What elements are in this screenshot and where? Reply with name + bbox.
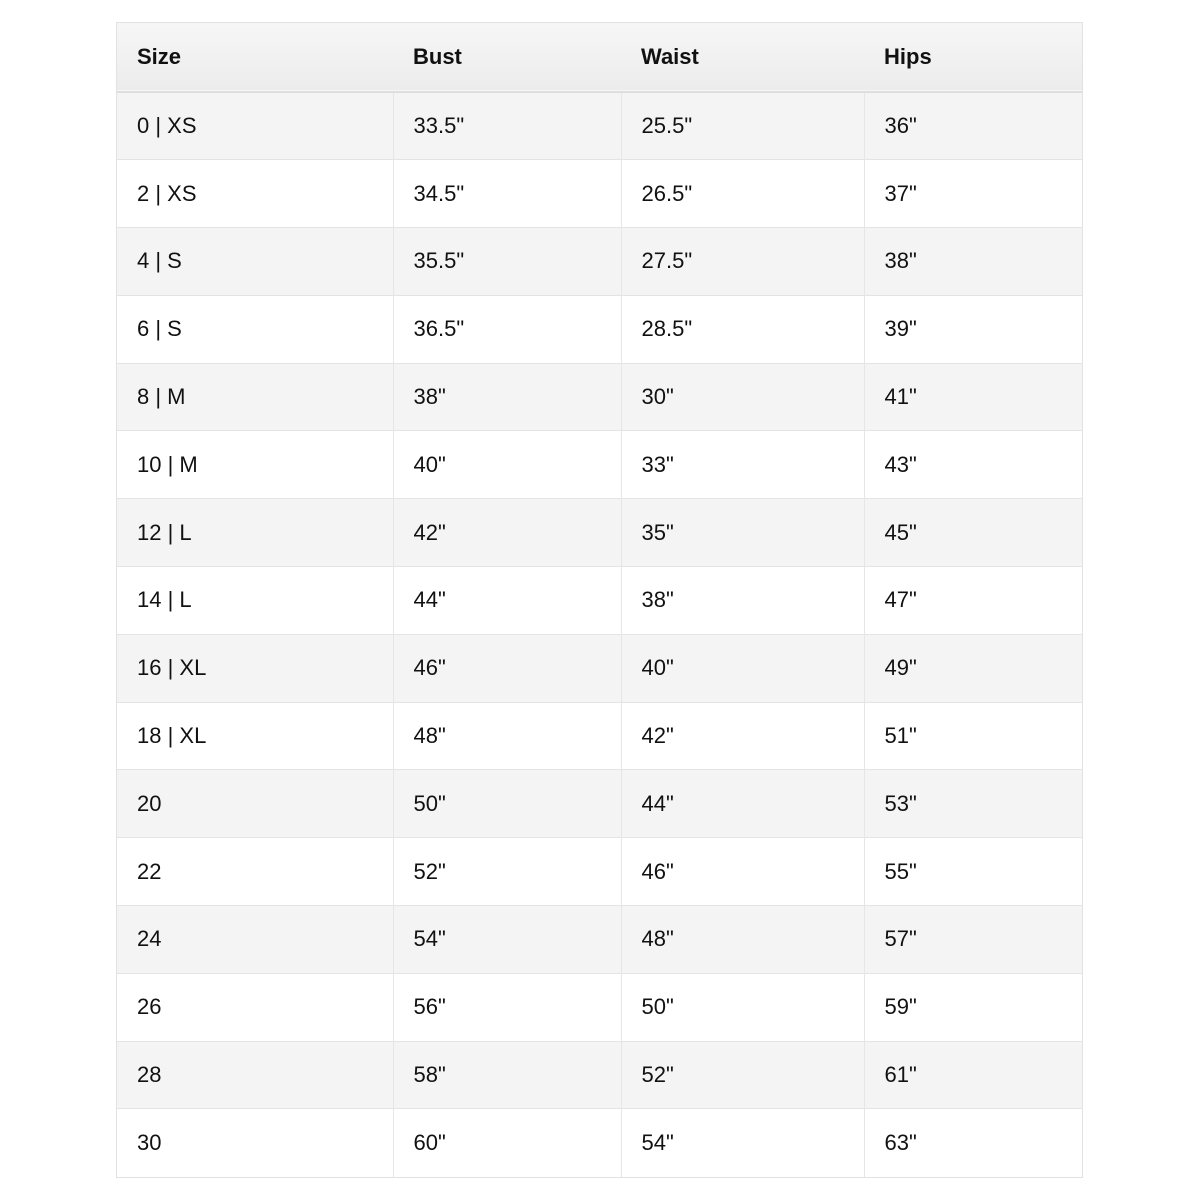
cell-waist: 25.5" xyxy=(621,92,864,160)
cell-hips: 45" xyxy=(864,499,1082,567)
size-chart xyxy=(116,22,1083,1178)
cell-waist: 42" xyxy=(621,702,864,770)
table-row xyxy=(117,567,1082,635)
cell-hips: 57" xyxy=(864,906,1082,974)
cell-bust: 56" xyxy=(393,973,621,1041)
cell-size: 16 | XL xyxy=(137,655,207,681)
cell-size: 14 | L xyxy=(137,587,192,613)
cell-waist: 46" xyxy=(621,838,864,906)
cell-hips: 49" xyxy=(864,634,1082,702)
table-row xyxy=(117,228,1082,296)
cell-size: 6 | S xyxy=(137,316,182,342)
cell-waist: 54" xyxy=(621,1109,864,1177)
size-chart-table xyxy=(117,23,1082,1177)
column-header-hips: Hips xyxy=(884,44,932,69)
cell-hips: 61" xyxy=(864,1041,1082,1109)
cell-waist: 33" xyxy=(621,431,864,499)
cell-bust: 48" xyxy=(393,702,621,770)
cell-bust: 46" xyxy=(393,634,621,702)
table-row xyxy=(117,702,1082,770)
cell-waist: 35" xyxy=(621,499,864,567)
table-row xyxy=(117,1109,1082,1177)
cell-hips: 38" xyxy=(864,228,1082,296)
table-row xyxy=(117,634,1082,702)
cell-size: 26 xyxy=(137,994,162,1020)
cell-bust: 42" xyxy=(393,499,621,567)
column-header-waist: Waist xyxy=(641,44,699,69)
cell-size: 24 xyxy=(137,926,162,952)
cell-waist: 26.5" xyxy=(621,160,864,228)
cell-hips: 39" xyxy=(864,295,1082,363)
cell-bust: 54" xyxy=(393,906,621,974)
cell-size: 18 | XL xyxy=(137,723,207,749)
cell-hips: 63" xyxy=(864,1109,1082,1177)
table-row xyxy=(117,160,1082,228)
table-row xyxy=(117,363,1082,431)
cell-waist: 52" xyxy=(621,1041,864,1109)
cell-waist: 48" xyxy=(621,906,864,974)
cell-size: 2 | XS xyxy=(137,180,197,206)
table-header xyxy=(117,23,1082,92)
cell-bust: 52" xyxy=(393,838,621,906)
cell-hips: 59" xyxy=(864,973,1082,1041)
cell-size: 8 | M xyxy=(137,384,186,410)
cell-bust: 44" xyxy=(393,567,621,635)
cell-size: 28 xyxy=(137,1062,162,1088)
cell-waist: 27.5" xyxy=(621,228,864,296)
cell-size: 12 | L xyxy=(137,519,192,545)
cell-waist: 44" xyxy=(621,770,864,838)
cell-size: 30 xyxy=(137,1130,162,1156)
cell-waist: 40" xyxy=(621,634,864,702)
cell-size: 20 xyxy=(137,790,162,816)
table-row xyxy=(117,1041,1082,1109)
cell-size: 4 | S xyxy=(137,248,182,274)
cell-hips: 51" xyxy=(864,702,1082,770)
cell-size: 22 xyxy=(137,858,162,884)
cell-hips: 53" xyxy=(864,770,1082,838)
table-row xyxy=(117,431,1082,499)
cell-waist: 30" xyxy=(621,363,864,431)
cell-bust: 36.5" xyxy=(393,295,621,363)
cell-hips: 36" xyxy=(864,92,1082,160)
column-header-bust: Bust xyxy=(413,44,462,69)
cell-bust: 60" xyxy=(393,1109,621,1177)
cell-hips: 43" xyxy=(864,431,1082,499)
cell-hips: 41" xyxy=(864,363,1082,431)
table-body xyxy=(117,92,1082,1177)
cell-bust: 35.5" xyxy=(393,228,621,296)
table-row xyxy=(117,973,1082,1041)
cell-hips: 47" xyxy=(864,567,1082,635)
table-row xyxy=(117,770,1082,838)
table-row xyxy=(117,906,1082,974)
cell-size: 0 | XS xyxy=(137,113,197,139)
cell-bust: 38" xyxy=(393,363,621,431)
header-row xyxy=(117,23,1082,92)
table-row xyxy=(117,838,1082,906)
cell-waist: 50" xyxy=(621,973,864,1041)
table-row xyxy=(117,295,1082,363)
table-row xyxy=(117,92,1082,160)
cell-waist: 28.5" xyxy=(621,295,864,363)
cell-bust: 58" xyxy=(393,1041,621,1109)
cell-hips: 37" xyxy=(864,160,1082,228)
cell-hips: 55" xyxy=(864,838,1082,906)
cell-bust: 40" xyxy=(393,431,621,499)
cell-bust: 50" xyxy=(393,770,621,838)
cell-size: 10 | M xyxy=(137,451,198,477)
column-header-size: Size xyxy=(137,44,182,69)
table-row xyxy=(117,499,1082,567)
cell-bust: 33.5" xyxy=(393,92,621,160)
cell-waist: 38" xyxy=(621,567,864,635)
cell-bust: 34.5" xyxy=(393,160,621,228)
